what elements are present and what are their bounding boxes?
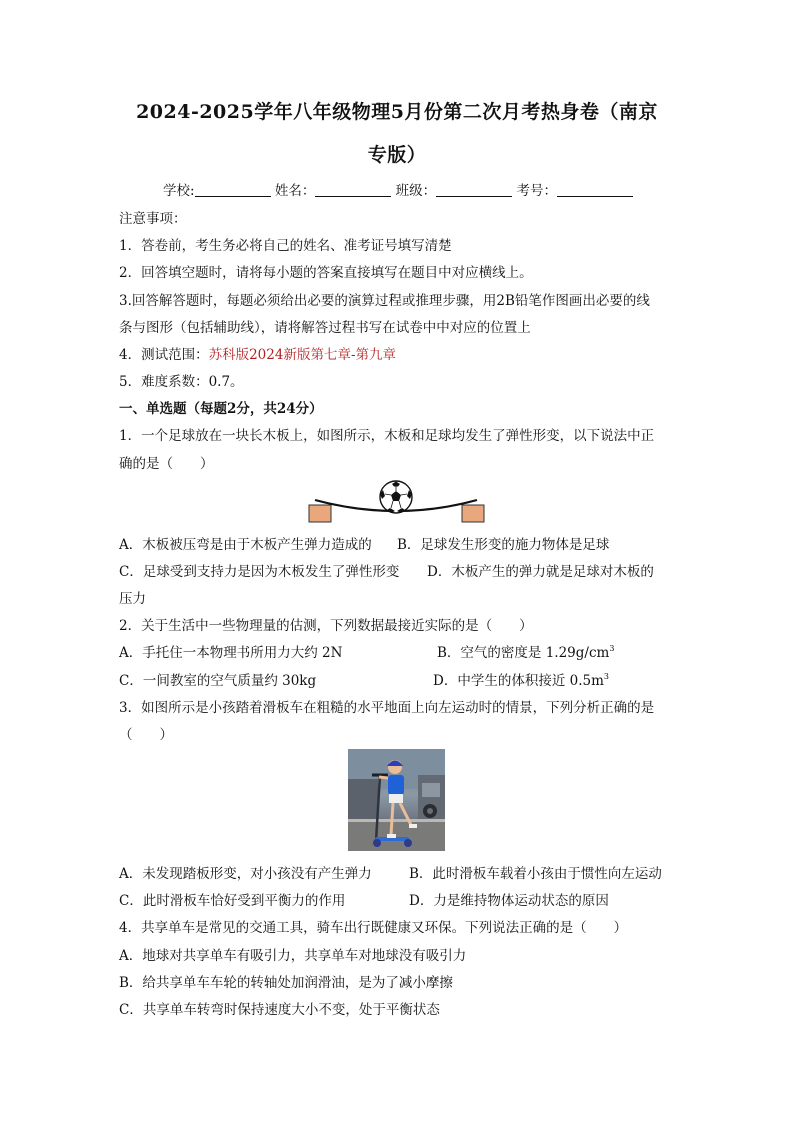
q4-option-c[interactable]: C．共享单车转弯时保持速度大小不变，处于平衡状态 bbox=[119, 1002, 440, 1018]
q2-option-d-sup: 3 bbox=[603, 672, 609, 681]
school-blank[interactable] bbox=[195, 182, 271, 197]
kid-scooter-illustration bbox=[348, 749, 445, 851]
q2-option-b-sup: 3 bbox=[609, 644, 615, 653]
student-info-row bbox=[163, 179, 633, 199]
q2-option-b[interactable] bbox=[437, 641, 614, 661]
q2-option-b-text: B．空气的密度是 1.29g/cm bbox=[437, 645, 610, 661]
q1-stem-line2: 确的是（ ） bbox=[119, 456, 214, 472]
note-1: 1．答卷前，考生务必将自己的姓名、准考证号填写清楚 bbox=[119, 238, 452, 254]
q1-stem-line1: 1．一个足球放在一块长木板上，如图所示，木板和足球均发生了弹性形变，以下说法中正 bbox=[119, 428, 655, 444]
left-support-block bbox=[309, 505, 331, 522]
test-scope: 苏科版2024新版第七章-第九章 bbox=[208, 347, 397, 363]
note-4-prefix: 4．测试范围： bbox=[119, 347, 209, 363]
q3-option-d[interactable]: D．力是维持物体运动状态的原因 bbox=[409, 893, 609, 909]
q1-option-d-cont: 压力 bbox=[119, 591, 146, 607]
q4-option-b[interactable]: B．给共享单车车轮的转轴处加润滑油，是为了减小摩擦 bbox=[119, 975, 453, 991]
note-2: 2．回答填空题时，请将每小题的答案直接填写在题目中对应横线上。 bbox=[119, 265, 533, 281]
right-support-block bbox=[462, 505, 484, 522]
class-label: 班级： bbox=[395, 183, 437, 199]
q4-stem: 4．共享单车是常见的交通工具，骑车出行既健康又环保。下列说法正确的是（ ） bbox=[119, 920, 628, 936]
note-4 bbox=[119, 343, 396, 363]
q2-option-c[interactable]: C．一间教室的空气质量约 30kg bbox=[119, 673, 317, 689]
name-blank[interactable] bbox=[315, 182, 391, 197]
q2-stem: 2．关于生活中一些物理量的估测，下列数据最接近实际的是（ ） bbox=[119, 618, 533, 634]
q3-option-a[interactable]: A．未发现踏板形变，对小孩没有产生弹力 bbox=[119, 866, 372, 882]
school-label: 学校: bbox=[163, 183, 195, 199]
exam-title-line2: 专版） bbox=[367, 144, 427, 166]
q3-option-c[interactable]: C．此时滑板车恰好受到平衡力的作用 bbox=[119, 893, 346, 909]
soccer-ball-icon bbox=[380, 481, 412, 513]
q3-scooter-photo bbox=[348, 749, 445, 851]
q2-option-d[interactable] bbox=[433, 669, 609, 689]
section-1-heading: 一、单选题（每题2分，共24分） bbox=[119, 401, 323, 417]
q3-stem-line2: （ ） bbox=[119, 727, 173, 743]
note-3-line2: 条与图形（包括辅助线），请将解答过程书写在试卷中中对应的位置上 bbox=[119, 320, 531, 336]
exam-title-line1: 2024-2025学年八年级物理5月份第二次月考热身卷（南京 bbox=[136, 101, 658, 123]
q2-option-d-text: D．中学生的体积接近 0.5m bbox=[433, 673, 604, 689]
note-3-line1: 3.回答解答题时，每题必须给出必要的演算过程或推理步骤，用2B铅笔作图画出必要的线 bbox=[119, 293, 650, 309]
q2-option-a[interactable]: A．手托住一本物理书所用力大约 2N bbox=[119, 645, 343, 661]
exam-no-label: 考号： bbox=[516, 183, 557, 199]
q1-board-ball-figure bbox=[305, 478, 490, 528]
q1-option-d[interactable]: D．木板产生的弹力就是足球对木板的 bbox=[427, 564, 654, 580]
q1-option-a[interactable]: A．木板被压弯是由于木板产生弹力造成的 bbox=[119, 537, 372, 553]
note-5: 5．难度系数：0.7。 bbox=[119, 374, 244, 390]
exam-no-blank[interactable] bbox=[557, 182, 633, 197]
q3-stem-line1: 3．如图所示是小孩踏着滑板车在粗糙的水平地面上向左运动时的情景，下列分析正确的是 bbox=[119, 700, 655, 716]
name-label: 姓名： bbox=[274, 183, 316, 199]
notes-heading: 注意事项： bbox=[119, 211, 187, 227]
q1-option-c[interactable]: C．足球受到支持力是因为木板发生了弹性形变 bbox=[119, 564, 400, 580]
q1-option-b[interactable]: B．足球发生形变的施力物体是足球 bbox=[397, 537, 610, 553]
q4-option-a[interactable]: A．地球对共享单车有吸引力，共享单车对地球没有吸引力 bbox=[119, 948, 467, 964]
class-blank[interactable] bbox=[436, 182, 512, 197]
q3-option-b[interactable]: B．此时滑板车载着小孩由于惯性向左运动 bbox=[409, 866, 662, 882]
